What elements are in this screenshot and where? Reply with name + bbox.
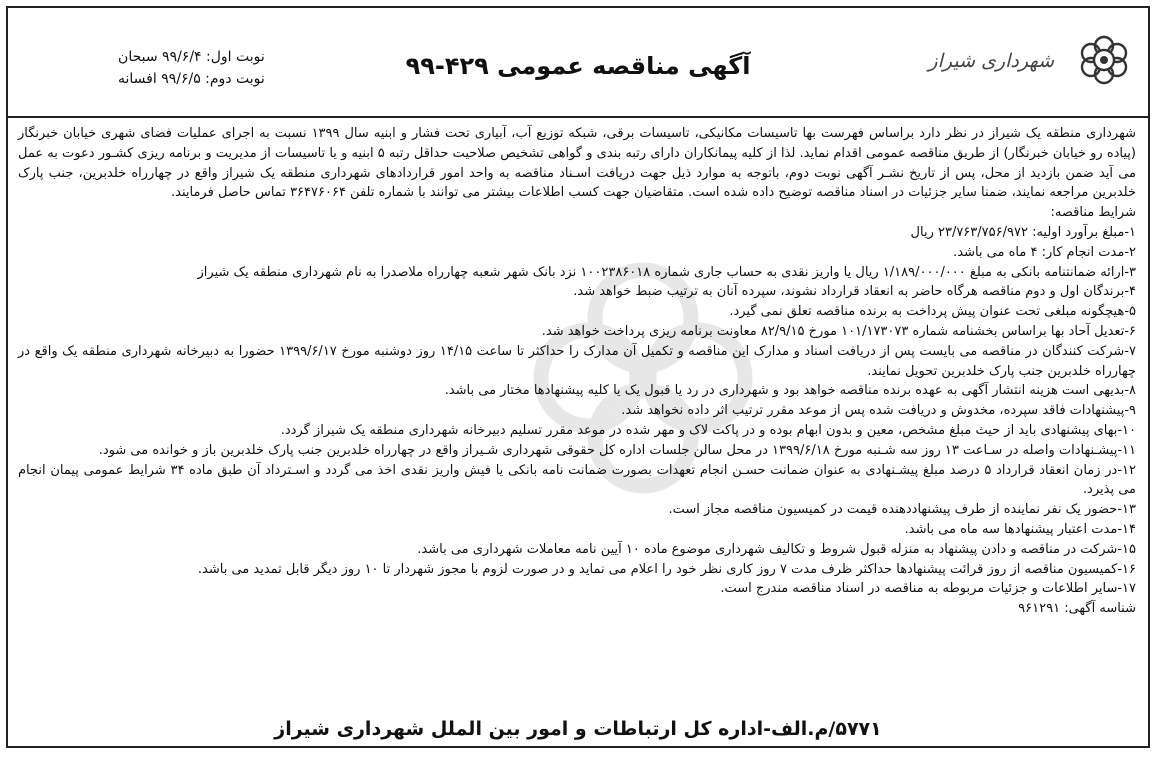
condition-item: ۱۲-در زمان انعقاد قرارداد ۵ درصد مبلغ پیشـنهادی به عنوان ضمانت حسـن انجام تعهدات بصورت ضمانت نامه بانکی یا فیش واریز نقدی اخذ می گردد و اسـترداد آن طبق ماده ۳۴ شرایط عمومی پیمان انجام می پذیرد. xyxy=(18,462,1136,498)
condition-item: ۱۷-سایر اطلاعات و جزئیات مربوطه به مناقصه در اسناد مناقصه مندرج است. xyxy=(720,581,1136,597)
flower-emblem-icon xyxy=(1076,32,1132,88)
signature-line: ۵۷۷۱/م.الف-اداره کل ارتباطات و امور بین الملل شهرداری شیراز xyxy=(274,718,882,740)
first-turn: نوبت اول: ۹۹/۶/۴ سبحان xyxy=(118,49,265,65)
ad-id: شناسه آگهی: ۹۶۱۲۹۱ xyxy=(1018,601,1136,617)
ad-frame xyxy=(6,6,1150,748)
ad-header xyxy=(8,8,1148,118)
ad-title: آگهی مناقصه عمومی ۴۲۹-۹۹ xyxy=(405,52,751,80)
condition-item: ۴-برندگان اول و دوم مناقصه هرگاه حاضر به انعقاد قرارداد نشوند، سپرده آنان به ترتیب ضبط خواهد شد. xyxy=(573,284,1136,300)
condition-item: ۱۵-شرکت در مناقصه و دادن پیشنهاد به منزله قبول شروط و تکالیف شهرداری موضوع ماده ۱۰ آیین نامه معاملات شهرداری می باشد. xyxy=(417,541,1136,557)
condition-item: ۱۳-حضور یک نفر نماینده از طرف پیشنهاددهنده قیمت در کمیسیون مناقصه مجاز است. xyxy=(668,502,1136,518)
condition-item: ۱۶-کمیسیون مناقصه از روز قرائت پیشنهادها حداکثر ظرف مدت ۷ روز کاری نظر خود را اعلام می نماید و در صورت لزوم با مجوز شهردار تا ۱۰ روز دیگر قابل تمدید می باشد. xyxy=(197,561,1136,577)
condition-item: ۱۴-مدت اعتبار پیشنهادها سه ماه می باشد. xyxy=(904,521,1136,537)
condition-item: ۹-پیشنهادات فاقد سپرده، مخدوش و دریافت شده پس از موعد مقرر ترتیب اثر داده نخواهد شد. xyxy=(621,403,1136,419)
condition-item: ۳-ارائه ضمانتنامه بانکی به مبلغ ۱/۱۸۹/۰۰۰/۰۰۰ ریال یا واریز نقدی به حساب جاری شماره ۱۰۰۲۳۸۶۰۱۸ نزد بانک شهر شعبه چهارراه ملاصدرا به نام شهرداری منطقه یک شیراز xyxy=(197,264,1136,280)
ad-body xyxy=(18,124,1136,619)
condition-item: ۸-بدیهی است هزینه انتشار آگهی به عهده برنده مناقصه خواهد بود و شهرداری در رد یا قبول یک یا کلیه پیشنهادها مختار می باشد. xyxy=(444,383,1136,399)
second-turn: نوبت دوم: ۹۹/۶/۵ افسانه xyxy=(118,71,265,87)
conditions-heading: شرایط مناقصه: xyxy=(1050,205,1136,221)
condition-item: ۷-شرکت کنندگان در مناقصه می بایست پس از دریافت اسناد و مدارک این مناقصه و تکمیل آن مدارک را حداکثر تا ساعت ۱۴/۱۵ روز دوشنبه مورخ ۱۳۹۹/۶/۱۷ حضورا به دبیرخانه شهرداری منطقه یک واقع در چهارراه خلدبرین جنب پارک خلدبرین تحویل نمایند. xyxy=(18,343,1136,379)
condition-item: ۱۰-بهای پیشنهادی باید از حیث مبلغ مشخص، معین و بدون ابهام بوده و در پاکت لاک و مهر شده در موعد مقرر تسلیم دبیرخانه شهرداری منطقه یک شیراز گردد. xyxy=(280,422,1136,438)
condition-item: ۲-مدت انجام کار: ۴ ماه می باشد. xyxy=(953,244,1136,260)
logo-text: شهرداری شیراز xyxy=(928,50,1054,72)
condition-item: ۵-هیچگونه مبلغی تحت عنوان پیش پرداخت به برنده مناقصه تعلق نمی گیرد. xyxy=(729,304,1136,320)
intro-paragraph: شهرداری منطقه یک شیراز در نظر دارد براساس فهرست بها تاسیسات مکانیکی، تاسیسات برقی، شبکه توزیع آب، آبیاری تحت فشار و ابنیه سال ۱۳۹۹ نسبت به اجرای عملیات فضای شهری خیابان خبرنگار (پیاده رو خیابان خبرنگار) از طریق مناقصه عمومی اقدام نماید. لذا از کلیه پیمانکاران دارای رتبه بندی و گواهی تشخیص صلاحیت حداقل رتبه ۵ ابنیه و یا تاسیسات از مدیریت و برنامه ریزی کشـور دعوت به عمل می آید ضمن بازدید از محل، پس از تاریخ نشـر آگهی نوبت دوم، باتوجه به موارد ذیل جهت دریافت اسـناد مناقصه به واحد امور قراردادهای شهرداری منطقه یک شیراز واقع در چهارراه خلدبرین، جنب پارک خلدبرین مراجعه نمایند، ضمنا سایر جزئیات در اسناد مناقصه توضیح داده شده است. متقاضیان جهت کسب اطلاعات بیشتر می توانند با شماره تلفن ۳۶۴۷۶۰۶۴ تماس حاصل فرمایند. xyxy=(18,126,1136,201)
condition-item: ۱-مبلغ برآورد اولیه: ۲۳/۷۶۳/۷۵۶/۹۷۲ ریال xyxy=(910,224,1136,240)
condition-item: ۶-تعدیل آحاد بها براساس بخشنامه شماره ۱۰۱/۱۷۳۰۷۳ مورخ ۸۲/۹/۱۵ معاونت برنامه ریزی پرداخت خواهد شد. xyxy=(541,323,1136,339)
municipality-logo xyxy=(928,32,1132,94)
publication-turns xyxy=(118,46,265,90)
condition-item: ۱۱-پیشـنهادات واصله در سـاعت ۱۳ روز سه شـنبه مورخ ۱۳۹۹/۶/۱۸ در محل سالن جلسات اداره کل حقوقی شهرداری شـیراز واقع در چهارراه خلدبرین جنب پارک خلدبرین باز و خوانده می شود. xyxy=(98,442,1136,458)
